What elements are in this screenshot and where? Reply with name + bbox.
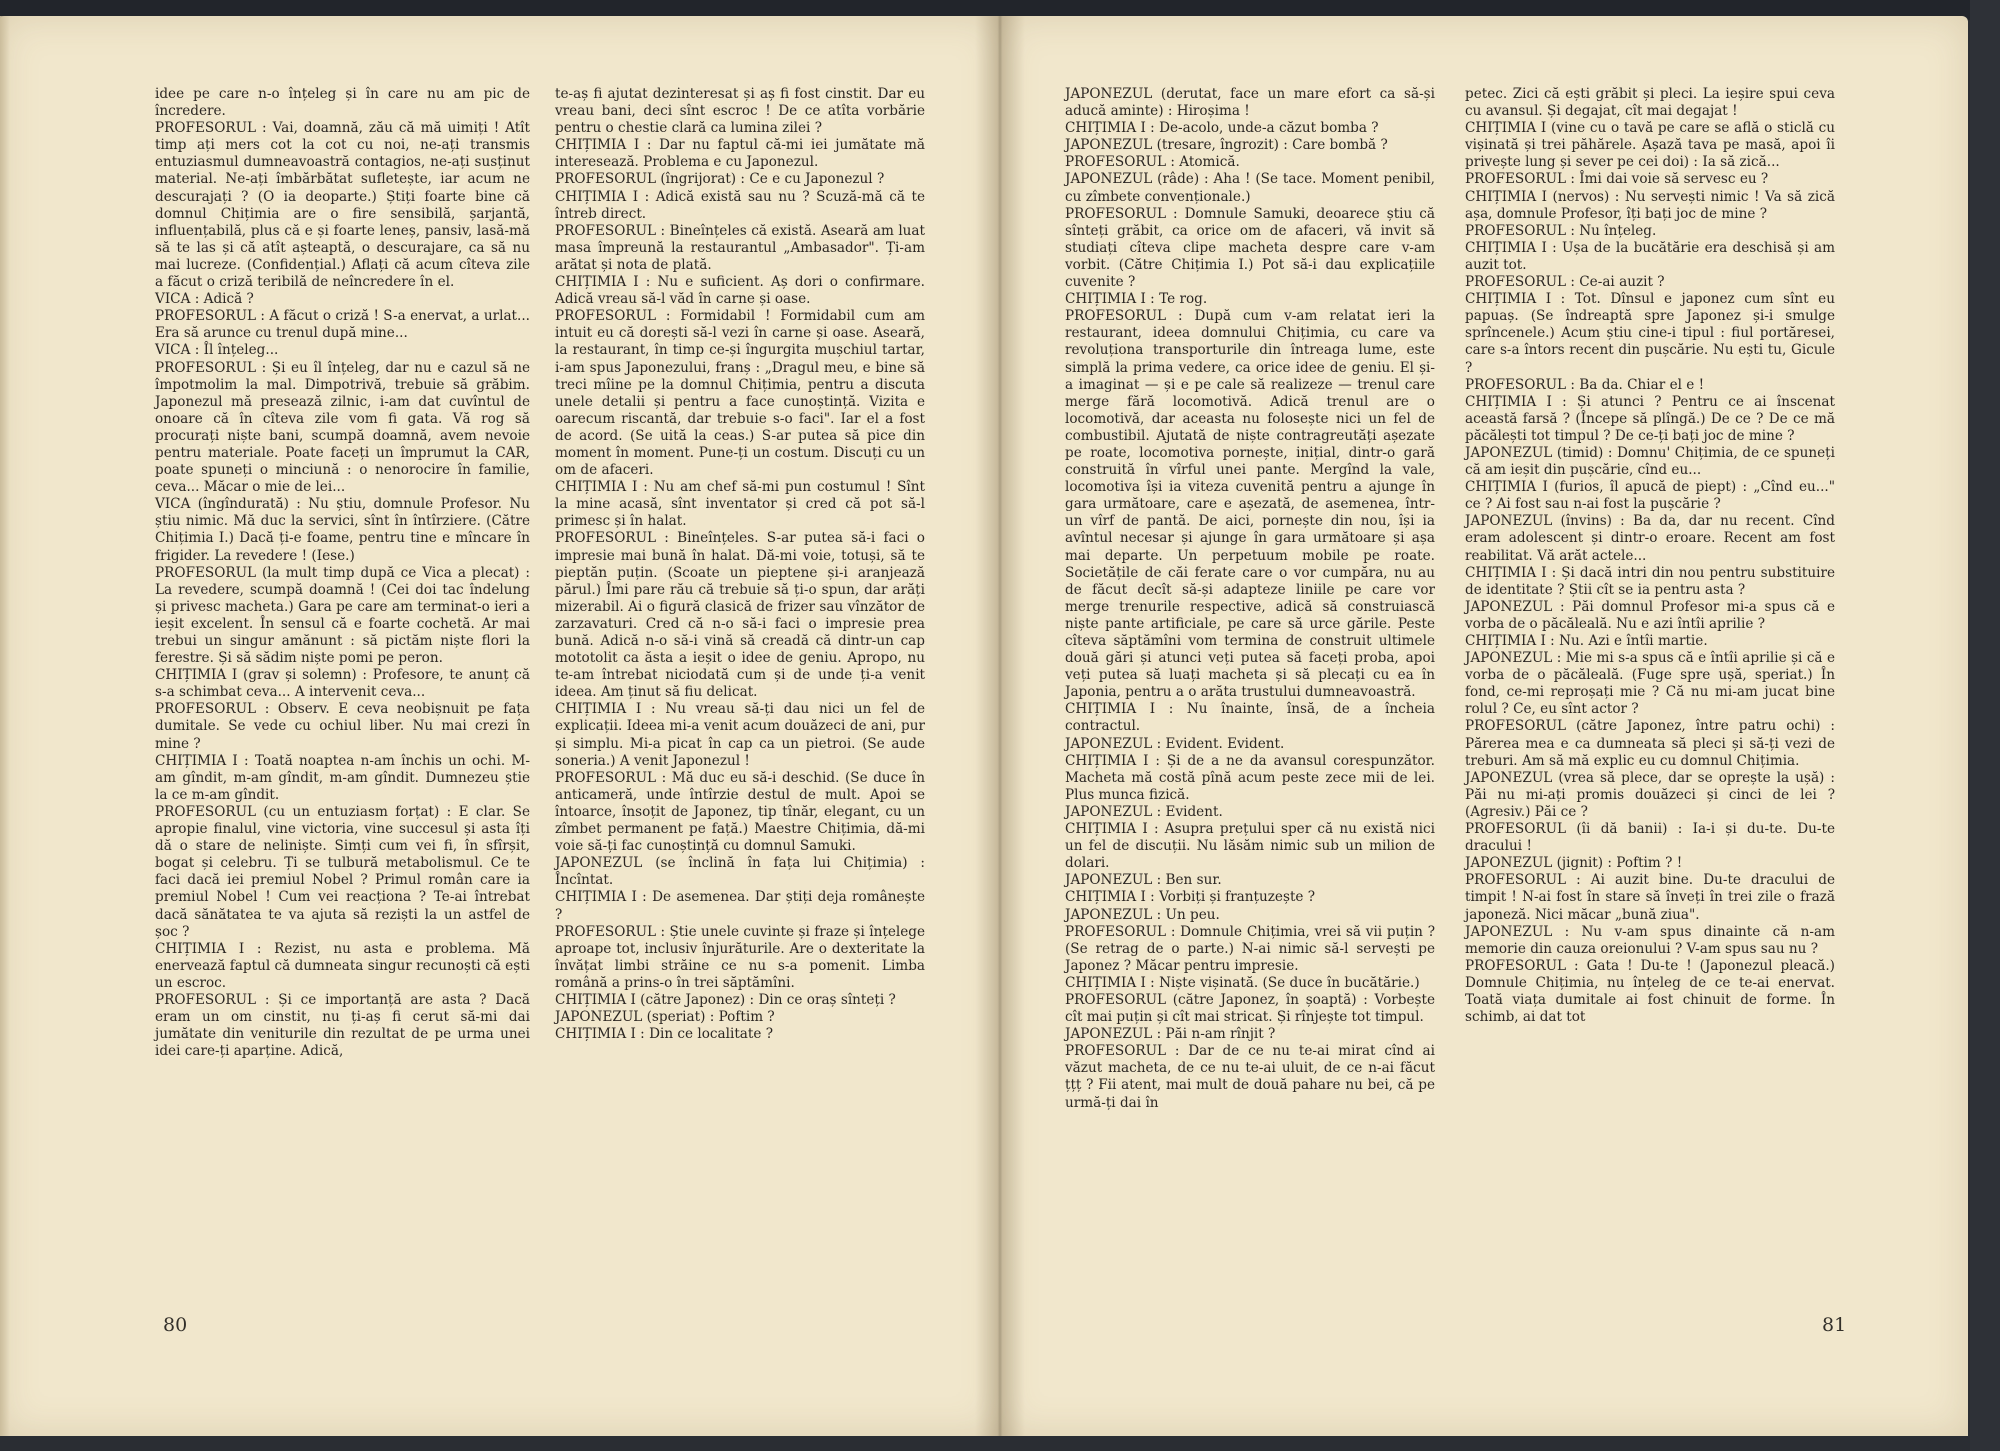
dialogue-paragraph: CHIȚIMIA I : Nu. Azi e întîi martie. bbox=[1465, 633, 1708, 649]
dialogue-paragraph: PROFESORUL (cu un entuziasm forțat) : E clar. Se apropie finalul, vine victoria, vine succesul și asta îți dă o stare de neliniște. Simți cum vei fi, în sfîrșit, bogat și celebru. Ți se tulbură metabolismul. Ce te faci dacă iei premiul Nobel ? Primul român care ia premiul Nobel ! Cum vei reacționa ? Te-ai întrebat dacă sănătatea te va ajuta să reziști la un astfel de șoc ? bbox=[155, 803, 530, 940]
dialogue-paragraph: CHIȚIMIA I : Și dacă intri din nou pentru substituire de identitate ? Știi cît se ia pentru asta ? bbox=[1465, 564, 1835, 598]
dialogue-paragraph: CHIȚIMIA I : Nu vreau să-ți dau nici un fel de explicații. Ideea mi-a venit acum douăzeci de ani, pur și simplu. Mi-a picat în cap ca un pietroi. (Se aude soneria.) A venit Japonezul ! bbox=[555, 701, 925, 769]
dialogue-paragraph: CHIȚIMIA I : Rezist, nu asta e problema. Mă enervează faptul că dumneata singur recunoști că ești un escroc. bbox=[155, 940, 530, 991]
right-page bbox=[1000, 16, 1968, 1436]
dialogue-paragraph: VICA (îngîndurată) : Nu știu, domnule Profesor. Nu știu nimic. Mă duc la servici, sînt în întîrziere. (Către Chițimia I.) Dacă ți-e foame, pentru tine e mîncare în frigider. La revedere ! (Iese.) bbox=[155, 496, 530, 564]
dialogue-paragraph: PROFESORUL : Domnule Samuki, deoarece știu că sînteți grăbit, ca orice om de afaceri, vă invit să studiați cîteva clipe macheta despre care v-am vorbit. (Către Chițimia I.) Pot să-i dau explicațiile cuvenite ? bbox=[1065, 205, 1435, 291]
dialogue-paragraph: JAPONEZUL (timid) : Domnu' Chițimia, de ce spuneți că am ieșit din pușcărie, cînd eu... bbox=[1465, 444, 1835, 479]
dialogue-paragraph: PROFESORUL : Și eu îl înțeleg, dar nu e cazul să ne împotmolim la mal. Dimpotrivă, trebuie să grăbim. Japonezul mă presează zilnic, i-am dat cuvîntul de onoare că în cîteva zile vom fi gata. Vă rog să procurați niște bani, scumpă doamnă, avem nevoie pentru materiale. Poate faceți un împrumut la CAR, poate spuneți o minciună : o nenorocire în familie, ceva... Măcar o mie de lei... bbox=[155, 359, 530, 496]
dialogue-paragraph: JAPONEZUL : Păi n-am rînjit ? bbox=[1065, 1026, 1276, 1043]
dialogue-paragraph: JAPONEZUL (derutat, face un mare efort ca să-și aducă aminte) : Hiroșima ! bbox=[1065, 86, 1435, 120]
right-page-column-1 bbox=[1065, 86, 1435, 1112]
book-gutter bbox=[975, 16, 1025, 1436]
dialogue-paragraph: PROFESORUL (către Japonez, în șoaptă) : Vorbește cît mai puțin și cît mai stricat. Și rînjește tot timpul. bbox=[1065, 991, 1435, 1026]
dialogue-paragraph: PROFESORUL : Știe unele cuvinte și fraze și înțelege aproape tot, inclusiv înjurăturile. Are o dexteritate la învățat limbi străine ce nu s-a pomenit. Limba română a prins-o în trei săptămîni. bbox=[555, 923, 925, 991]
dialogue-paragraph: JAPONEZUL (învins) : Ba da, dar nu recent. Cînd eram adolescent și dintr-o eroare. Recent am fost reabilitat. Vă arăt actele... bbox=[1465, 513, 1835, 564]
dialogue-paragraph: PROFESORUL : După cum v-am relatat ieri la restaurant, ideea domnului Chițimia, cu care va revoluționa transporturile din întreaga lume, este simplă la prima vedere, ca orice idee de geniu. El și-a imaginat — și e pe cale să realizeze — trenul care merge fără locomotivă. Adică trenul are o locomotivă, dar aceasta nu folosește nici un fel de combustibil. Ajutată de niște contragreutăți așezate pe roate, locomotiva pornește, inițial, dintr-o gară construită în vîrful unei pante. Mergînd la vale, locomotiva își ia viteza cuvenită pentru a ajunge în gara următoare, care e așezată, de asemenea, într-un vîrf de pantă. De aici, pornește din nou, își ia avîntul necesar și ajunge în gara următoare și așa mai departe. Un perpetuum mobile pe roate. Societățile de căi ferate care o vor cumpăra, nu au de făcut decît să-și adapteze liniile pe care vor merge trenurile respective, adică să construiască niște pante artificiale, pe care să urce gările. Peste cîteva săptămîni vom termina de construit ultimele două gări și atunci veți putea să faceți proba, apoi veți putea să luați macheta și să plecați cu ea în Japonia, pentru a o arăta trustului dumneavoastră. bbox=[1065, 308, 1435, 701]
dialogue-paragraph: CHIȚIMIA I : Nu e suficient. Aș dori o confirmare. Adică vreau să-l văd în carne și oase. bbox=[555, 274, 925, 308]
dialogue-paragraph: PROFESORUL : Îmi dai voie să servesc eu ? bbox=[1465, 171, 1769, 188]
dialogue-paragraph: PROFESORUL : Ai auzit bine. Du-te dracului de timpit ! N-ai fost în stare să înveți în trei zile o frază japoneză. Nici măcar „bună ziua". bbox=[1465, 872, 1835, 923]
dialogue-paragraph: PROFESORUL : Vai, doamnă, zău că mă uimiți ! Atît timp ați mers cot la cot cu noi, ne-ați transmis entuziasmul dumneavoastră contagios, ne-ați susținut material. Ne-ați îmbărbătat sufletește, iar acum ne descurajați ? (O ia deoparte.) Știți foarte bine că domnul Chițimia are o fire sensibilă, șarjantă, influențabilă, plus că e și foarte leneș, pansiv, lasă-mă să te las și că atît așteaptă, o descurajare, ca să nu mai lucreze. (Confidențial.) Aflați că acum cîteva zile a făcut o criză teribilă de neîncredere în el. bbox=[155, 120, 530, 291]
page-edge-shadow bbox=[0, 16, 10, 1436]
dialogue-paragraph: PROFESORUL : Ce-ai auzit ? bbox=[1465, 274, 1665, 291]
dialogue-paragraph: PROFESORUL : Dar de ce nu te-ai mirat cînd ai văzut macheta, de ce nu te-ai uluit, de ce n-ai făcut țțț ? Fii atent, mai mult de două pahare nu bei, că pe urmă-ți dai în bbox=[1065, 1043, 1435, 1111]
dialogue-paragraph: PROFESORUL : Atomică. bbox=[1065, 154, 1240, 171]
dialogue-paragraph: JAPONEZUL : Ben sur. bbox=[1065, 872, 1222, 889]
dialogue-paragraph: PROFESORUL (îi dă banii) : Ia-i și du-te. Du-te dracului ! bbox=[1465, 821, 1835, 855]
left-page-column-1 bbox=[155, 86, 530, 1060]
dialogue-paragraph: PROFESORUL (către Japonez, între patru ochi) : Părerea mea e ca dumneata să pleci și să-ți vezi de treburi. Am să mă explic eu cu domnul Chițimia. bbox=[1465, 718, 1835, 769]
dialogue-paragraph: PROFESORUL (îngrijorat) : Ce e cu Japonezul ? bbox=[555, 171, 885, 188]
dialogue-paragraph: CHIȚIMIA I : Vorbiți și franțuzește ? bbox=[1065, 889, 1316, 906]
left-page bbox=[0, 16, 1000, 1436]
dialogue-paragraph: PROFESORUL : Ba da. Chiar el e ! bbox=[1465, 376, 1705, 393]
dialogue-paragraph: CHIȚIMIA I (nervos) : Nu servești nimic ! Va să zică așa, domnule Profesor, îți bați joc de mine ? bbox=[1465, 188, 1835, 222]
dialogue-paragraph: CHIȚIMIA I : Tot. Dînsul e japonez cum sînt eu papuaș. (Se îndreaptă spre Japonez și-i smulge sprîncenele.) Acum știu cine-i tipul : fiul portăresei, care s-a întors recent din pușcărie. Nu ești tu, Gicule ? bbox=[1465, 291, 1835, 376]
page-number-left: 80 bbox=[163, 1314, 188, 1336]
dialogue-paragraph: CHIȚIMIA I (furios, îl apucă de piept) : „Cînd eu..." ce ? Ai fost sau n-ai fost la pușcărie ? bbox=[1465, 479, 1835, 513]
dialogue-paragraph: JAPONEZUL : Evident. bbox=[1065, 803, 1223, 820]
dialogue-paragraph: CHIȚIMIA I : Dar nu faptul că-mi iei jumătate mă interesează. Problema e cu Japonezul. bbox=[555, 137, 925, 171]
dialogue-paragraph: CHIȚIMIA I (vine cu o tavă pe care se află o sticlă cu vișinată și trei păhărele. Așază tava pe masă, apoi îi privește lung și sever pe cei doi) : Ia să zică... bbox=[1465, 120, 1835, 171]
dialogue-paragraph: JAPONEZUL : Mie mi s-a spus că e întîi aprilie și că e vorba de o păcăleală. (Fuge spre ușă, speriat.) În fond, ce-mi reproșați mie ? Că nu mi-am jucat bine rolul ? Ce, eu sînt actor ? bbox=[1465, 650, 1835, 718]
dialogue-paragraph: PROFESORUL : Observ. E ceva neobișnuit pe fața dumitale. Se vede cu ochiul liber. Nu mai crezi în mine ? bbox=[155, 701, 530, 752]
dialogue-paragraph: PROFESORUL (la mult timp după ce Vica a plecat) : La revedere, scumpă doamnă ! (Cei doi tac îndelung și privesc macheta.) Gara pe care am terminat-o ieri a ieșit excelent. În sensul că e foarte cochetă. Ar mai trebui un singur amănunt : să pictăm niște flori la ferestre. Și să sădim niște pomi pe peron. bbox=[155, 564, 530, 667]
dialogue-paragraph: PROFESORUL : Nu înțeleg. bbox=[1465, 222, 1657, 239]
dialogue-paragraph: idee pe care n-o înțeleg și în care nu am pic de încredere. bbox=[155, 86, 530, 120]
dialogue-paragraph: PROFESORUL : Gata ! Du-te ! (Japonezul pleacă.) Domnule Chițimia, nu înțeleg de ce te-ai enervat. Toată viața dumitale ai fost chinuit de forme. În schimb, ai dat tot bbox=[1465, 957, 1835, 1026]
page-number-right: 81 bbox=[1822, 1314, 1847, 1336]
dialogue-paragraph: PROFESORUL : Și ce importanță are asta ? Dacă eram un om cinstit, nu ți-aș fi cerut să-mi dai jumătate din veniturile din rezultat de pe urma unei idei care-ți aparține. Adică, bbox=[155, 991, 530, 1060]
dialogue-paragraph: PROFESORUL : Formidabil ! Formidabil cum am intuit eu că dorești să-l vezi în carne și oase. Aseară, la restaurant, în timp ce-și îngurgita mușchiul tartar, i-am spus Japonezului, franș : „Dragul meu, e bine să treci mîine pe la domnul Chițimia, pentru a discuta unele detalii și pentru a face cunoștință. Vizita e oarecum riscantă, dar trebuie s-o faci". Iar el a fost de acord. (Se uită la ceas.) S-ar putea să pice din moment în moment. Pune-ți un costum. Discuți cu un om de afaceri. bbox=[555, 308, 925, 479]
dialogue-paragraph: JAPONEZUL : Un peu. bbox=[1065, 906, 1220, 923]
dialogue-paragraph: JAPONEZUL (vrea să plece, dar se oprește la ușă) : Păi nu mi-ați promis douăzeci și cinci de lei ? (Agresiv.) Păi ce ? bbox=[1465, 769, 1835, 820]
dialogue-paragraph: CHIȚIMIA I : Adică există sau nu ? Scuză-mă că te întreb direct. bbox=[555, 188, 925, 222]
dialogue-paragraph: CHIȚIMIA I : Toată noaptea n-am închis un ochi. M-am gîndit, m-am gîndit, m-am gîndit. Dumnezeu știe la ce m-am gîndit. bbox=[155, 752, 530, 803]
dialogue-paragraph: CHIȚIMIA I : De-acolo, unde-a căzut bomba ? bbox=[1065, 120, 1379, 137]
dialogue-paragraph: CHIȚIMIA I : Asupra prețului sper că nu există nici un fel de discuții. Nu lăsăm nimic sub un milion de dolari. bbox=[1065, 821, 1435, 872]
dialogue-paragraph: JAPONEZUL (se înclină în fața lui Chițimia) : Încîntat. bbox=[555, 855, 925, 889]
dialogue-paragraph: CHIȚIMIA I : Nu am chef să-mi pun costumul ! Sînt la mine acasă, sînt inventator și cred că pot să-l primesc și în halat. bbox=[555, 479, 925, 530]
dialogue-paragraph: JAPONEZUL (jignit) : Poftim ? ! bbox=[1465, 855, 1683, 872]
dialogue-paragraph: CHIȚIMIA I : Te rog. bbox=[1065, 291, 1208, 308]
dialogue-paragraph: CHIȚIMIA I : De asemenea. Dar știți deja românește ? bbox=[555, 889, 925, 923]
dialogue-paragraph: CHIȚIMIA I : Și atunci ? Pentru ce ai înscenat această farsă ? (Începe să plîngă.) De ce ? De ce mă păcălești tot timpul ? De ce-ți bați joc de mine ? bbox=[1465, 393, 1835, 444]
dialogue-paragraph: PROFESORUL : A făcut o criză ! S-a enervat, a urlat... Era să arunce cu trenul după mine... bbox=[155, 308, 530, 342]
dialogue-paragraph: JAPONEZUL : Evident. Evident. bbox=[1065, 735, 1285, 752]
dialogue-paragraph: PROFESORUL : Bineînțeles că există. Aseară am luat masa împreună la restaurantul „Ambasador". Ți-am arătat și nota de plată. bbox=[555, 222, 925, 273]
dialogue-paragraph: CHIȚIMIA I (către Japonez) : Din ce oraș sînteți ? bbox=[555, 991, 896, 1008]
dialogue-paragraph: PROFESORUL : Mă duc eu să-i deschid. (Se duce în anticameră, unde întîrzie destul de mult. Apoi se întoarce, însoțit de Japonez, tip tînăr, elegant, cu un zîmbet permanent pe față.) Maestre Chițimia, dă-mi voie să-ți fac cunoștință cu domnul Samuki. bbox=[555, 769, 925, 855]
dialogue-paragraph: PROFESORUL : Bineînțeles. S-ar putea să-i faci o impresie mai bună în halat. Dă-mi voie, totuși, să te pieptăn puțin. (Scoate un pieptene și-i aranjează părul.) Îmi pare rău că trebuie să ți-o spun, dar arăți mizerabil. Ai o figură clasică de frizer sau vînzător de zarzavaturi. Cred că n-o să-i faci o impresie prea bună. Adică n-o să-i vină să creadă că dintr-un cap mototolit ca ăsta a ieșit o idee de geniu. Apropo, nu te-am întrebat niciodată cum și de unde ți-a venit ideea. Am ținut să fiu delicat. bbox=[555, 530, 925, 701]
dialogue-paragraph: VICA : Adică ? bbox=[155, 291, 254, 308]
dialogue-paragraph: VICA : Îl înțeleg... bbox=[155, 342, 279, 359]
left-page-column-2 bbox=[555, 86, 925, 1043]
dialogue-paragraph: JAPONEZUL : Păi domnul Profesor mi-a spus că e vorba de o păcăleală. Nu e azi întîi aprilie ? bbox=[1465, 598, 1835, 632]
dialogue-paragraph: CHIȚIMIA I : Niște vișinată. (Se duce în bucătărie.) bbox=[1065, 974, 1420, 991]
dialogue-paragraph: te-aș fi ajutat dezinteresat și aș fi fost cinstit. Dar eu vreau bani, deci sînt escroc ! De ce atîta vorbărie pentru o chestie clară ca lumina zilei ? bbox=[555, 86, 925, 137]
dialogue-paragraph: CHIȚIMIA I : Ușa de la bucătărie era deschisă și am auzit tot. bbox=[1465, 239, 1835, 273]
dialogue-paragraph: CHIȚIMIA I (grav și solemn) : Profesore, te anunț că s-a schimbat ceva... A intervenit ceva... bbox=[155, 667, 530, 701]
dialogue-paragraph: CHIȚIMIA I : Din ce localitate ? bbox=[555, 1026, 774, 1043]
dialogue-paragraph: JAPONEZUL (râde) : Aha ! (Se tace. Moment penibil, cu zîmbete convenționale.) bbox=[1065, 171, 1435, 205]
dialogue-paragraph: PROFESORUL : Domnule Chițimia, vrei să vii puțin ? (Se retrag de o parte.) N-ai nimic să-l servești pe Japonez ? Măcar pentru impresie. bbox=[1065, 923, 1435, 974]
dialogue-paragraph: JAPONEZUL (tresare, îngrozit) : Care bombă ? bbox=[1065, 137, 1388, 154]
dialogue-paragraph: JAPONEZUL (speriat) : Poftim ? bbox=[555, 1009, 775, 1026]
dialogue-paragraph: CHIȚIMIA I : Și de a ne da avansul corespunzător. Macheta mă costă pînă acum peste zece mii de lei. Plus munca fizică. bbox=[1065, 752, 1435, 803]
dialogue-paragraph: JAPONEZUL : Nu v-am spus dinainte că n-am memorie din cauza oreionului ? V-am spus sau nu ? bbox=[1465, 923, 1835, 957]
dialogue-paragraph: CHIȚIMIA I : Nu înainte, însă, de a încheia contractul. bbox=[1065, 701, 1435, 735]
right-page-column-2 bbox=[1465, 86, 1835, 1026]
dialogue-paragraph: petec. Zici că ești grăbit și pleci. La ieșire spui ceva cu avansul. Și degajat, cît mai degajat ! bbox=[1465, 86, 1835, 120]
book-cover-right bbox=[1970, 0, 2000, 1451]
